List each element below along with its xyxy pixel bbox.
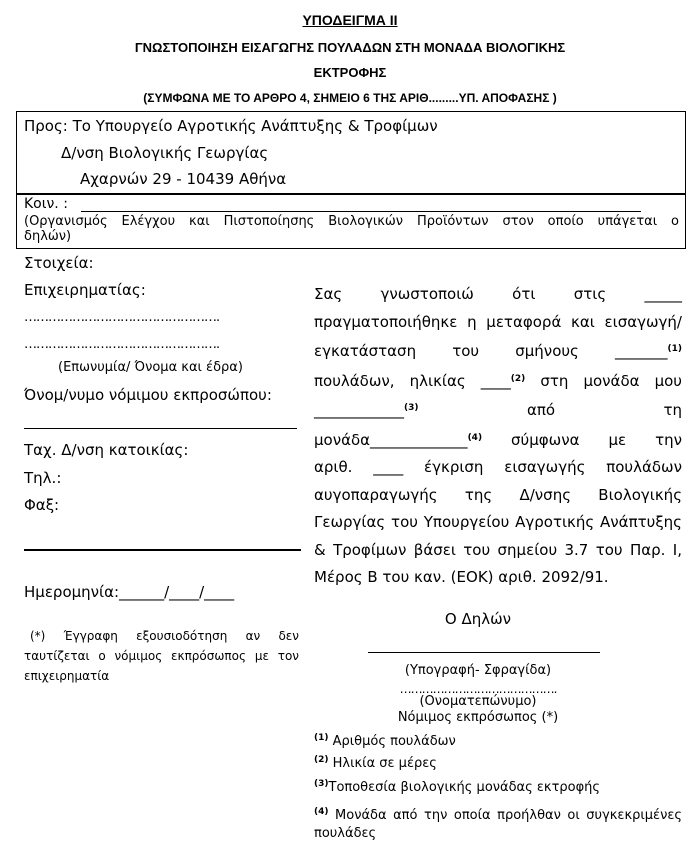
legend-item-2: $^{(2)}$ Ηλικία σε μέρες — [314, 755, 437, 771]
address-label: Ταχ. Δ/νση κατοικίας: — [24, 441, 189, 459]
document-subtitle-1: ΓΝΩΣΤΟΠΟΙΗΣΗ ΕΙΣΑΓΩΓΗΣ ΠΟΥΛΑΔΩΝ ΣΤΗ ΜΟΝΑΔΑ ΒΙΟΛΟΓΙΚΗΣ — [134, 40, 566, 55]
cc-box — [16, 193, 686, 249]
footnote-ref-1: (1) — [667, 344, 682, 354]
recipient-line-3: Αχαρνών 29 - 10439 Αθήνα — [80, 170, 287, 188]
cc-label: Κοιν. : — [24, 196, 68, 212]
footnote-ref-2: (2) — [510, 373, 526, 384]
fax-label: Φαξ: — [24, 496, 60, 514]
date-blanks[interactable]: ______/____/____ — [119, 583, 235, 601]
business-dots-2[interactable]: …………………………………………. — [24, 337, 220, 352]
representative-label: Όνομ/νυμο νόμιμου εκπροσώπου: — [24, 386, 272, 404]
declarant-label: Ο Δηλών — [444, 610, 512, 628]
phone-label: Τηλ.: — [24, 469, 62, 487]
notification-line-1: Σας γνωστοποιώ ότι στις _____ — [314, 285, 682, 303]
footnote-ref-3: (3) — [404, 403, 419, 413]
footnote-ref-4: (4) — [467, 432, 483, 443]
recipient-line-2: Δ/νση Βιολογικής Γεωργίας — [61, 144, 269, 162]
business-dots-1[interactable]: …………………………………………. — [24, 310, 220, 325]
notification-line-4: πουλάδων, ηλικίας ____$^{(2)}$ στη μονάδα μου — [314, 371, 682, 390]
notification-text — [314, 281, 682, 592]
legal-representative-label: Νόμιμος εκπρόσωπος (*) — [397, 710, 559, 725]
notification-line-10: & Τροφίμων βάσει του σημείου 3.7 του Παρ. Ι, — [314, 540, 682, 559]
notification-line-11: Μέρος Β του καν. (ΕΟΚ) αριθ. 2092/91. — [314, 568, 609, 586]
authorization-footnote — [24, 626, 299, 686]
notification-line-8: αυγοπαραγωγής της Δ/νσης Βιολογικής — [314, 485, 682, 504]
contact-separator — [24, 549, 301, 551]
signature-line[interactable] — [368, 652, 600, 653]
legend-item-1: $^{(1)}$ Αριθμός πουλάδων — [314, 733, 456, 749]
recipient-box — [16, 111, 686, 195]
legal-reference-note: (ΣΥΜΦΩΝΑ ΜΕ ΤΟ ΑΡΘΡΟ 4, ΣΗΜΕΙΟ 6 ΤΗΣ ΑΡΙΘ.........ΥΠ. ΑΠΟΦΑΣΗΣ ) — [143, 91, 557, 105]
notification-line-2: πραγματοποιήθηκε η μεταφορά και εισαγωγή/ — [314, 312, 682, 331]
signature-stamp-label: (Υπογραφή- Σφραγίδα) — [404, 663, 552, 678]
representative-fill-line[interactable] — [24, 428, 297, 429]
cc-note-line-2: δηλών) — [24, 229, 72, 244]
recipient-line-1: Προς: Το Υπουργείο Αγροτικής Ανάπτυξης & Τροφίμων — [24, 117, 438, 135]
business-label: Επιχειρηματίας: — [24, 281, 146, 299]
details-heading: Στοιχεία: — [24, 254, 94, 272]
notification-line-9: Γεωργίας του Υπουργείου Αγροτικής Ανάπτυξης — [314, 513, 682, 531]
notification-line-5: ____________$^{(3)}$ από τη — [314, 401, 682, 419]
notification-line-3: εγκατάσταση του σμήνους _______$^{(1)}$ — [314, 342, 682, 360]
date-label: Ημερομηνία: — [24, 583, 120, 601]
legend-item-4: $^{(4)}$ Μονάδα από την οποία προήλθαν οι συγκεκριμένες πουλάδες — [314, 807, 682, 841]
document-subtitle-2: ΕΚΤΡΟΦΗΣ — [313, 65, 387, 80]
notification-line-7: αριθ. ____ έγκριση εισαγωγής πουλάδων — [314, 458, 682, 476]
document-title: ΥΠΟΔΕΙΓΜΑ ΙΙ — [302, 12, 398, 28]
date-field[interactable] — [24, 583, 234, 601]
footnote-line-1: (*) Έγγραφη εξουσιοδότηση αν δεν — [30, 629, 299, 643]
full-name-label: (Ονοματεπώνυμο) — [419, 694, 537, 709]
footnote-line-3: επιχειρηματία — [24, 669, 110, 683]
footnote-line-2: ταυτίζεται ο νόμιμος εκπρόσωπος με τον — [24, 649, 299, 663]
name-dots[interactable]: ……………………………………. — [399, 682, 557, 696]
notification-line-6: μονάδα_____________$^{(4)}$ σύμφωνα με την — [314, 430, 682, 449]
legend-item-3: $^{(3)}$Τοποθεσία βιολογικής μονάδας εκτροφής — [314, 779, 601, 795]
cc-fill-line[interactable] — [81, 211, 641, 212]
cc-note-line-1: (Οργανισμός Ελέγχου και Πιστοποίησης Βιολογικών Προϊόντων στον οποίο υπάγεται ο — [24, 214, 679, 229]
business-name-hint: (Επωνυμία/ Όνομα και έδρα) — [58, 360, 243, 375]
